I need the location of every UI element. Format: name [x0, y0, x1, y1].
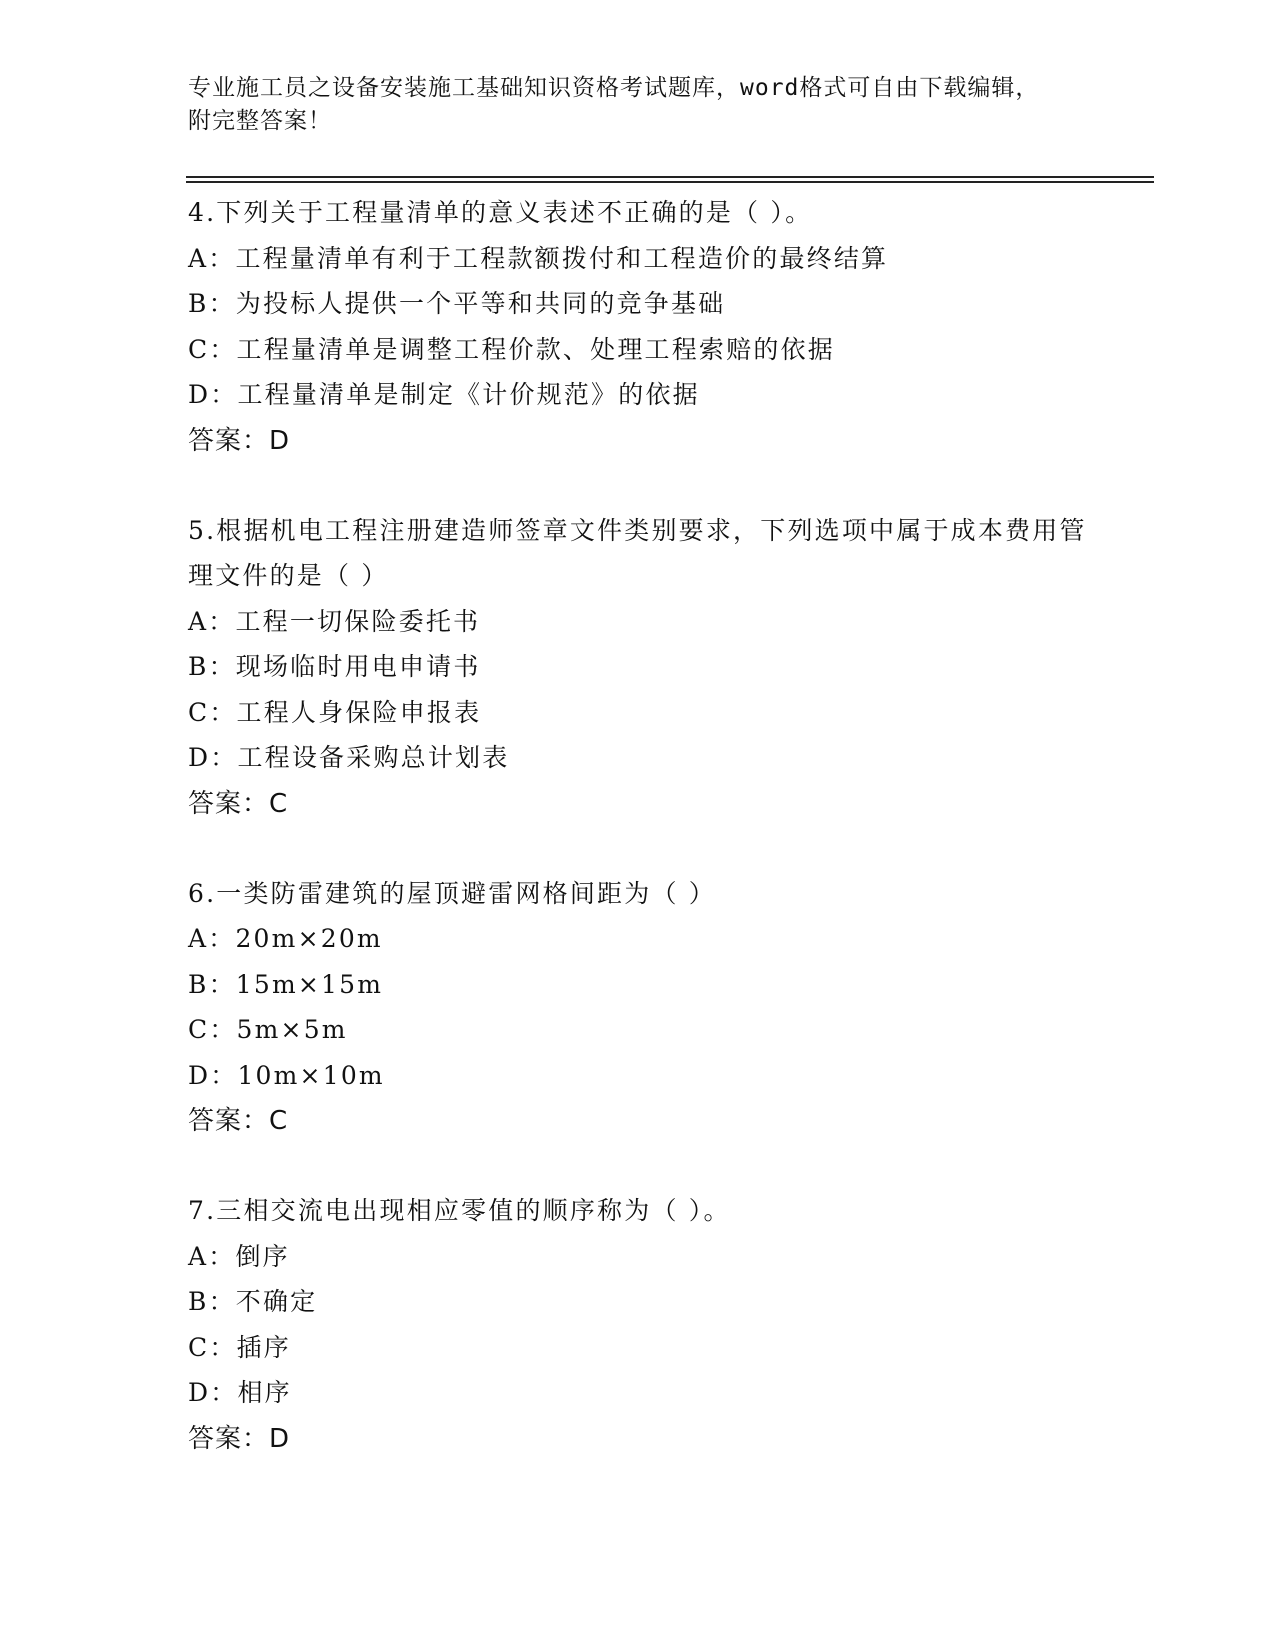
question-list — [188, 190, 1088, 1506]
option-c: C：5m×5m — [188, 1015, 348, 1044]
option-d: D：工程量清单是制定《计价规范》的依据 — [188, 380, 700, 409]
option-b: B：15m×15m — [188, 969, 384, 999]
option-d: D：工程设备采购总计划表 — [188, 743, 510, 772]
option-c: C：工程量清单是调整工程价款、处理工程索赔的依据 — [188, 334, 835, 364]
document-header — [188, 72, 1068, 138]
option-d: D：相序 — [188, 1378, 292, 1407]
question-7 — [188, 1188, 1088, 1462]
header-divider-bottom — [186, 181, 1154, 183]
answer-line: 答案：D — [188, 1423, 291, 1454]
question-stem: 6.一类防雷建筑的屋顶避雷网格间距为（ ） — [188, 878, 717, 908]
option-c: C：插序 — [188, 1332, 291, 1362]
option-b: B：为投标人提供一个平等和共同的竞争基础 — [188, 289, 726, 318]
question-stem: 5.根据机电工程注册建造师签章文件类别要求，下列选项中属于成本费用管理文件的是（ ） — [188, 515, 1087, 590]
option-b: B：现场临时用电申请书 — [188, 652, 481, 681]
option-b: B：不确定 — [188, 1287, 318, 1316]
question-6 — [188, 871, 1088, 1145]
option-a: A：20m×20m — [188, 924, 383, 953]
question-4 — [188, 190, 1088, 464]
answer-line: 答案：D — [188, 425, 291, 456]
header-line-1: 专业施工员之设备安装施工基础知识资格考试题库，word格式可自由下载编辑， — [188, 75, 1040, 101]
question-stem: 4.下列关于工程量清单的意义表述不正确的是（ ）。 — [188, 198, 813, 227]
option-c: C：工程人身保险申报表 — [188, 697, 482, 727]
option-d: D：10m×10m — [188, 1060, 385, 1090]
question-stem: 7.三相交流电出现相应零值的顺序称为（ ）。 — [188, 1196, 731, 1225]
option-a: A：倒序 — [188, 1241, 290, 1271]
header-divider-top — [186, 176, 1154, 178]
option-a: A：工程量清单有利于工程款额拨付和工程造价的最终结算 — [188, 243, 889, 273]
answer-line: 答案：C — [188, 1106, 289, 1136]
option-a: A：工程一切保险委托书 — [188, 606, 481, 636]
header-line-2: 附完整答案！ — [188, 108, 332, 134]
answer-line: 答案：C — [188, 788, 289, 819]
question-5 — [188, 508, 1088, 827]
